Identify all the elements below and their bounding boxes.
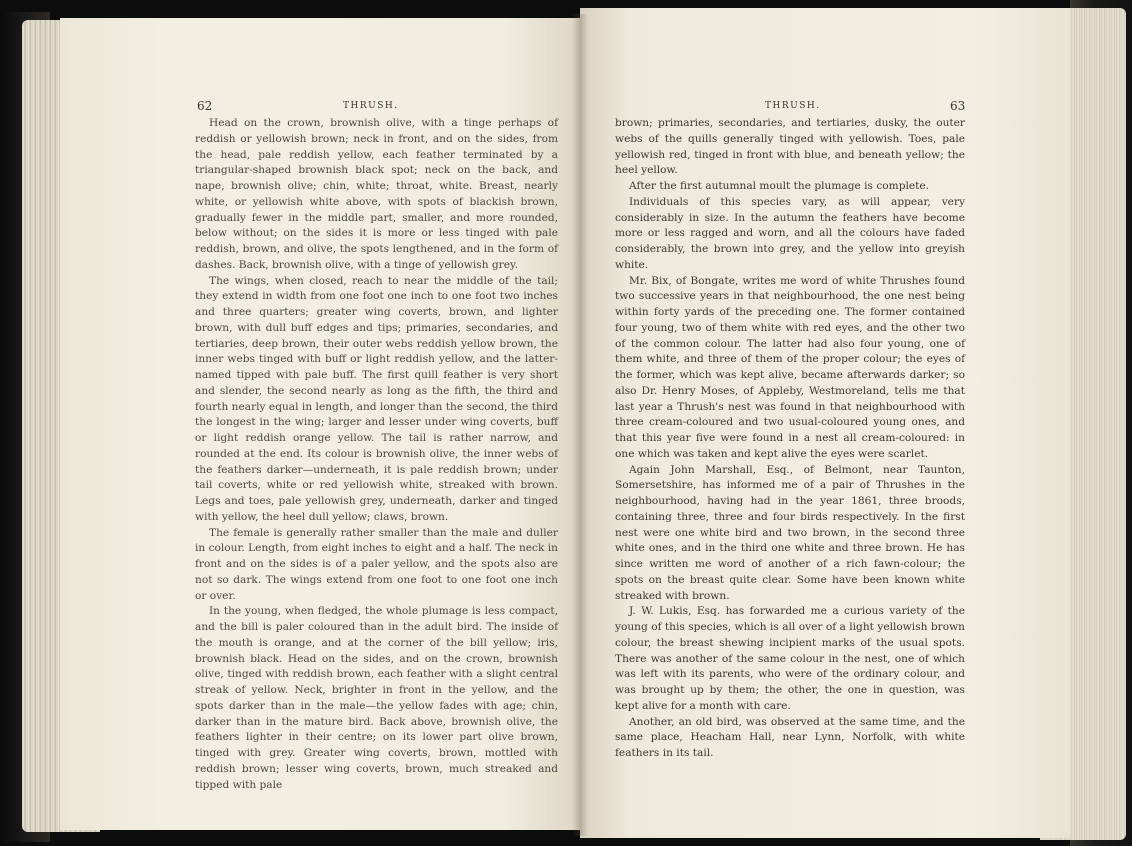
left-page-body [195,116,558,793]
left-paragraph-4: In the young, when fledged, the whole plumage is less compact, and the bill is paler coloured than in the adult bird. The inside of the mouth is orange, and at the corner of the bill yellow; iris, brownish black. Head on the sides, and on the crown, brownish olive, tinged with reddish brown, each feather with a slight central streak of yellow. Neck, brighter in front in the yellow, and the spots darker than in the male—the yellow fades with age; chin, darker than in the mature bird. Back above, brownish olive, the feathers lighter in their centre; on its lower part olive brown, tinged with grey. Greater wing coverts, brown, mottled with reddish brown; lesser wing coverts, brown, much streaked and tipped with pale [195,605,558,791]
left-page-number: 62 [197,99,213,113]
right-paragraph-5: Again John Marshall, Esq., of Belmont, near Taunton, Somersetshire, has informed me of a pair of Thrushes in the neighbourhood, having had in the year 1861, three broods, containing three, three and four birds respectively. In the first nest were one white bird and two brown, in the second three white ones, and in the third one white and three brown. He has since written me word of another of a rich fawn-colour; the spots on the breast quite clear. Some have been known white streaked with brown. [615,463,965,602]
right-page-body [615,116,965,762]
right-paragraph-1: brown; primaries, secondaries, and tertiaries, dusky, the outer webs of the quills generally tinged with yellowish. Toes, pale yellowish red, tinged in front with blue, and beneath yellow; the heel yellow. [615,117,965,177]
right-paragraph-7: Another, an old bird, was observed at the same time, and the same place, Heacham Hall, near Lynn, Norfolk, with white feathers in its tail. [615,715,965,759]
left-paragraph-1: Head on the crown, brownish olive, with a tinge perhaps of reddish or yellowish brown; neck in front, and on the sides, from the head, pale reddish yellow, each feather terminated by a triangular-shaped brownish black spot; neck on the back, and nape, brownish olive; chin, white; throat, white. Breast, nearly white, or yellowish white above, with spots of blackish brown, gradually fewer in the middle part, smaller, and more rounded, below without; on the sides it is more or less tinged with pale reddish, brown, and olive, the spots lengthened, and in the form of dashes. Back, brownish olive, with a tinge of yellowish grey. [195,117,558,271]
left-paragraph-3: The female is generally rather smaller than the male and duller in colour. Length, from eight inches to eight and a half. The neck in front and on the sides is of a paler yellow, and the spots also are not so dark. The wings extend from one foot to one foot one inch or over. [195,526,558,602]
book-gutter [572,14,588,836]
right-running-head: THRUSH. [765,101,821,111]
left-paragraph-2: The wings, when closed, reach to near the middle of the tail; they extend in width from one foot one inch to one foot two inches and three quarters; greater wing coverts, brown, and lighter brown, with dull buff edges and tips; primaries, secondaries, and tertiaries, deep brown, their outer webs reddish yellow brown, the inner webs tinged with buff or light reddish yellow, and the latter-named tipped with pale buff. The first quill feather is very short and slender, the second nearly as long as the fifth, the third and fourth nearly equal in length, and longer than the second, the third the longest in the wing; larger and lesser under wing coverts, buff or light reddish orange yellow. The tail is rather narrow, and rounded at the end. Its colour is brownish olive, the inner webs of the feathers darker—underneath, it is pale reddish brown; under tail coverts, white or red yellowish white, streaked with brown. Legs and toes, pale yellowish grey, underneath, darker and tinged with yellow, the heel dull yellow; claws, brown. [195,274,558,523]
right-paragraph-2: After the first autumnal moult the plumage is complete. [629,180,930,192]
right-paragraph-3: Individuals of this species vary, as will appear, very considerably in size. In the autumn the feathers have become more or less ragged and worn, and all the colours have faded considerably, the brown into grey, and the yellow into greyish white. [615,195,965,271]
left-running-head: THRUSH. [343,101,399,111]
right-page-number: 63 [950,99,966,113]
right-paragraph-6: J. W. Lukis, Esq. has forwarded me a curious variety of the young of this species, which is all over of a light yellowish brown colour, the breast shewing incipient marks of the usual spots. There was another of the same colour in the nest, one of which was left with its parents, who were of the ordinary colour, and was brought up by them; the other, the one in question, was kept alive for a month with care. [615,605,965,712]
right-paragraph-4: Mr. Bix, of Bongate, writes me word of white Thrushes found two successive years in that neighbourhood, the one nest being within forty yards of the preceding one. The former contained four young, two of them white with red eyes, and the other two of the common colour. The latter had also four young, one of them white, and three of them of the proper colour; the eyes of the former, which was kept alive, became afterwards darker; so also Dr. Henry Moses, of Appleby, Westmoreland, tells me that last year a Thrush's nest was found in that neighbourhood with three cream-coloured and two usual-coloured young ones, and that this year five were found in a nest all cream-coloured: in one which was taken and kept alive the eyes were scarlet. [615,274,965,460]
